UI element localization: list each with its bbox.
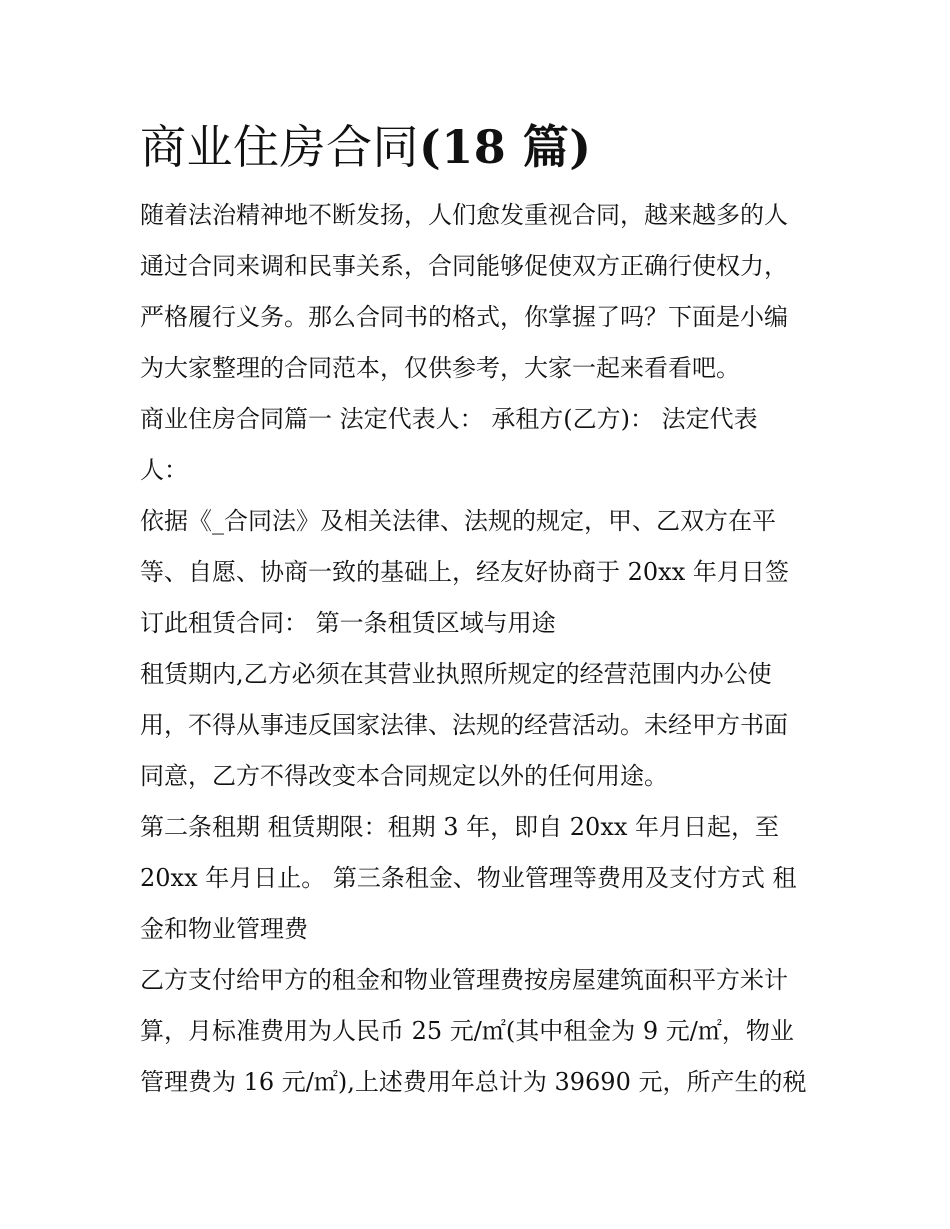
text-line: 等、自愿、协商一致的基础上，经友好协商于 20xx 年月日签 [140, 558, 789, 586]
paragraph-intro [140, 190, 820, 394]
text-line: 乙方支付给甲方的租金和物业管理费按房屋建筑面积平方米计 [140, 966, 788, 994]
paragraph-basis [140, 496, 820, 649]
text-line: 管理费为 16 元/㎡),上述费用年总计为 39690 元，所产生的税 [140, 1068, 807, 1096]
title-main: 商业住房合同 [140, 120, 419, 174]
text-line: 通过合同来调和民事关系，合同能够促使双方正确行使权力， [140, 252, 788, 280]
page-title [140, 112, 820, 182]
paragraph-term [140, 802, 820, 955]
title-spacer [140, 182, 820, 190]
text-line: 用，不得从事违反国家法律、法规的经营活动。未经甲方书面 [140, 711, 788, 739]
text-line: 租赁期内,乙方必须在其营业执照所规定的经营范围内办公使 [140, 660, 772, 688]
text-line: 订此租赁合同： 第一条租赁区域与用途 [140, 609, 556, 637]
text-line: 人： [140, 456, 188, 484]
text-line: 第二条租期 租赁期限：租期 3 年，即自 20xx 年月日起，至 [140, 813, 780, 841]
document-page [140, 112, 820, 1108]
text-line: 随着法治精神地不断发扬，人们愈发重视合同，越来越多的人 [140, 201, 788, 229]
title-count: (18 篇) [419, 120, 592, 174]
paragraph-rent [140, 955, 820, 1108]
text-line: 为大家整理的合同范本，仅供参考，大家一起来看看吧。 [140, 354, 740, 382]
text-line: 严格履行义务。那么合同书的格式，你掌握了吗？下面是小编 [140, 303, 788, 331]
text-line: 依据《_合同法》及相关法律、法规的规定，甲、乙双方在平 [140, 507, 776, 535]
text-line: 算，月标准费用为人民币 25 元/㎡(其中租金为 9 元/㎡，物业 [140, 1017, 794, 1045]
text-line: 20xx 年月日止。 第三条租金、物业管理等费用及支付方式 租 [140, 864, 797, 892]
paragraph-usage [140, 649, 820, 802]
text-line: 同意，乙方不得改变本合同规定以外的任何用途。 [140, 762, 668, 790]
paragraph-parties [140, 394, 820, 496]
text-line: 商业住房合同篇一 法定代表人： 承租方(乙方)： 法定代表 [140, 405, 758, 433]
text-line: 金和物业管理费 [140, 915, 308, 943]
